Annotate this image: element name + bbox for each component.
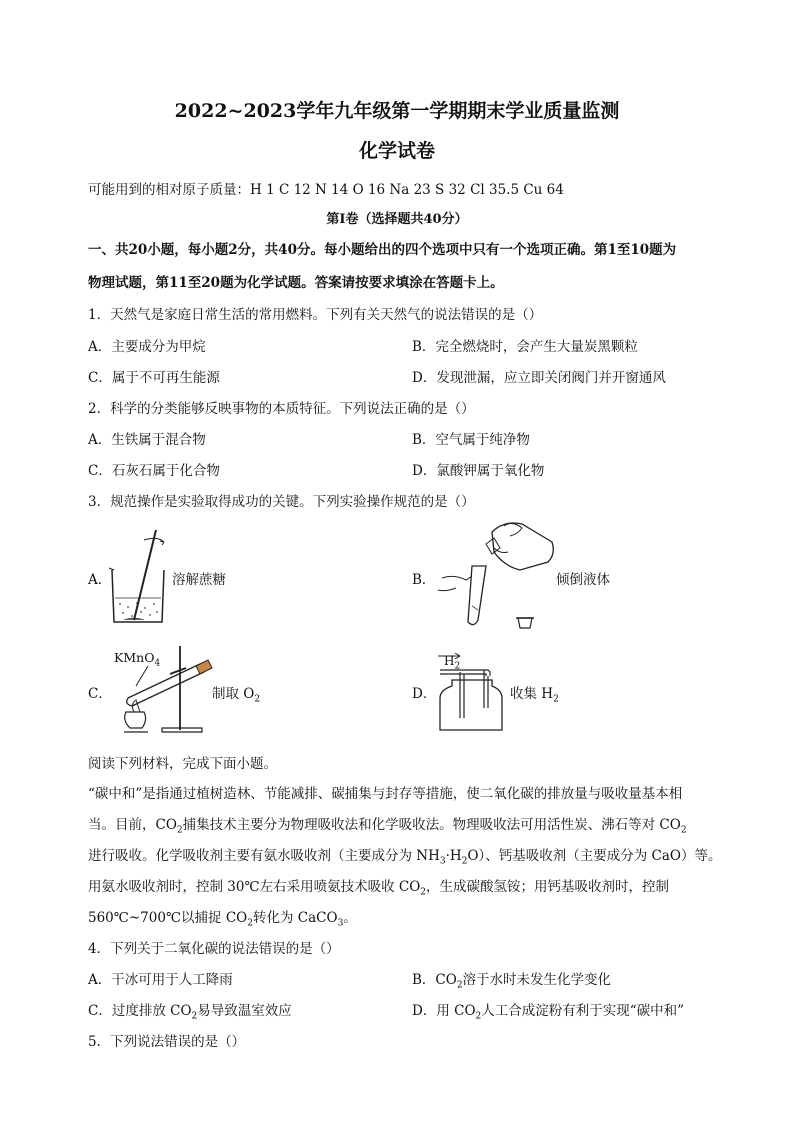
question-3-option-b-caption: 倾倒液体 — [556, 572, 610, 588]
page-title: 2022~2023学年九年级第一学期期末学业质量监测 — [174, 100, 620, 122]
question-1-option-b: B．完全燃烧时，会产生大量炭黑颗粒 — [412, 339, 638, 355]
hydrogen-collection-figure — [430, 648, 514, 734]
question-3-option-d-letter: D． — [412, 686, 437, 702]
reading-paragraph-line-4: 用氨水吸收剂时，控制 30℃左右采用喷氨技术吸收 $CO_2$，生成碳酸氢铵；用钙基吸收剂时，控制 — [88, 879, 669, 898]
instruction-line-2: 物理试题，第11至20题为化学试题。答案请按要求填涂在答题卡上。 — [88, 275, 504, 291]
question-4-option-b: B．$CO_2$溶于水时未发生化学变化 — [412, 972, 612, 991]
reading-paragraph-line-5: 560℃~700℃以捕捉 $CO_2$转化为 CaCO$_3$。 — [88, 910, 357, 929]
question-1-stem: 1．天然气是家庭日常生活的常用燃料。下列有关天然气的说法错误的是（） — [88, 307, 543, 323]
question-4-option-d: D．用 $CO_2$人工合成淀粉有利于实现“碳中和” — [412, 1003, 685, 1022]
question-2-option-a: A．生铁属于混合物 — [88, 432, 206, 448]
reading-paragraph-line-1: “碳中和”是指通过植树造林、节能减排、碳捕集与封存等措施，使二氧化碳的排放量与吸收量基本相 — [88, 786, 683, 802]
question-3-option-d-caption: 收集 $H_2$ — [510, 686, 559, 705]
instruction-line-1: 一、共20小题，每小题2分，共40分。每小题给出的四个选项中只有一个选项正确。第1至10题为 — [88, 242, 677, 258]
question-2-option-c: C．石灰石属于化合物 — [88, 463, 220, 479]
question-2-stem: 2．科学的分类能够反映事物的本质特征。下列说法正确的是（） — [88, 401, 475, 417]
kmno4-label: KMnO$_4$ — [114, 650, 161, 669]
question-1-option-d: D．发现泄漏，应立即关闭阀门并开窗通风 — [412, 370, 666, 386]
question-3-option-a-letter: A． — [88, 572, 112, 588]
oxygen-preparation-figure — [108, 642, 216, 738]
question-5-stem: 5．下列说法错误的是（） — [88, 1034, 246, 1050]
question-3-option-a-caption: 溶解蔗糖 — [172, 572, 226, 588]
question-3-option-c-letter: C． — [88, 686, 112, 702]
question-3-stem: 3．规范操作是实验取得成功的关键。下列实验操作规范的是（） — [88, 494, 475, 510]
page-subtitle: 化学试卷 — [358, 140, 435, 162]
question-3-option-c-caption: 制取 $O_2$ — [212, 686, 261, 705]
pouring-liquid-figure — [434, 518, 559, 636]
dissolving-sugar-figure — [104, 528, 174, 628]
reading-paragraph-line-3: 进行吸收。化学吸收剂主要有氨水吸收剂（主要成分为 $NH_3\cdot H_2O$）、钙基吸收剂（主要成分为 CaO）等。 — [88, 848, 722, 867]
question-2-option-b: B．空气属于纯净物 — [412, 432, 530, 448]
question-1-option-c: C．属于不可再生能源 — [88, 370, 220, 386]
reading-paragraph-line-2: 当。目前，$CO_2$捕集技术主要分为物理吸收法和化学吸收法。物理吸收法可用活性炭、沸石等对 $CO_2$ — [88, 817, 687, 836]
question-4-option-a: A．干冰可用于人工降雨 — [88, 972, 233, 988]
question-4-option-c: C．过度排放 $CO_2$易导致温室效应 — [88, 1003, 292, 1022]
question-3-option-b-letter: B． — [412, 572, 436, 588]
atomic-mass-note: 可能用到的相对原子质量：H 1 C 12 N 14 O 16 Na 23 S 32 Cl 35.5 Cu 64 — [88, 182, 564, 198]
section-title: 第I卷（选择题共40分） — [326, 212, 468, 227]
question-2-option-d: D．氯酸钾属于氧化物 — [412, 463, 545, 479]
h2-label: $H_2$ — [444, 654, 461, 672]
reading-prompt: 阅读下列材料，完成下面小题。 — [88, 756, 277, 772]
question-1-option-a: A．主要成分为甲烷 — [88, 339, 206, 355]
question-4-stem: 4．下列关于二氧化碳的说法错误的是（） — [88, 941, 340, 957]
